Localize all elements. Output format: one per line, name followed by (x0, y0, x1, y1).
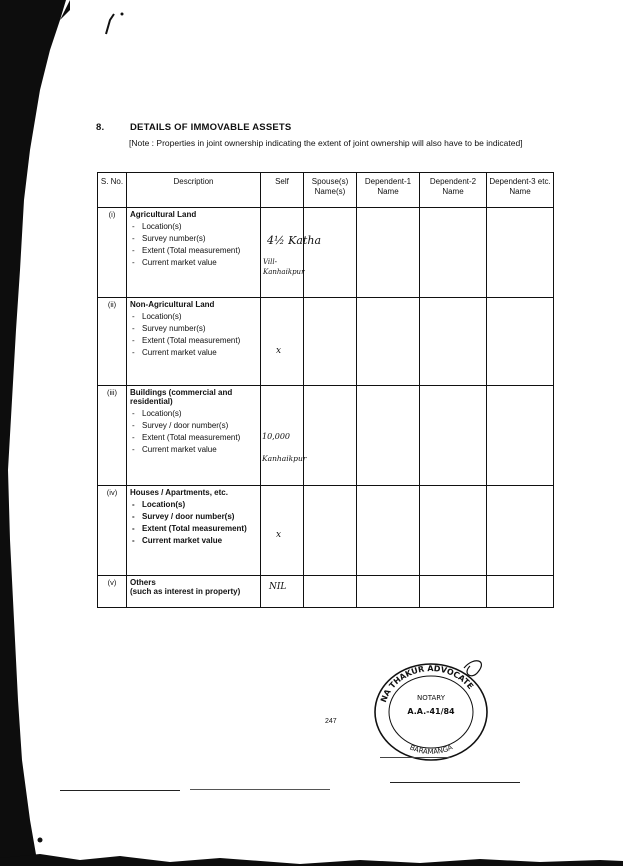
table-row (98, 208, 554, 298)
row-description (127, 386, 261, 486)
row-dependent-3-cell (487, 298, 554, 386)
handwritten-entry: 10,000 (262, 432, 290, 441)
row-dependent-2-cell (420, 486, 487, 576)
row-category: Houses / Apartments, etc. (130, 488, 228, 497)
row-category: Non-Agricultural Land (130, 300, 215, 309)
row-self-cell (261, 486, 304, 576)
scan-line (390, 782, 520, 783)
section-title: DETAILS OF IMMOVABLE ASSETS (130, 122, 292, 133)
list-item: - Survey / door number(s) (130, 512, 257, 521)
row-items (130, 222, 257, 267)
table-row (98, 386, 554, 486)
list-item: - Location(s) (130, 312, 257, 321)
row-self-cell (261, 208, 321, 298)
row-self-cell (261, 576, 304, 608)
list-item: - Location(s) (130, 500, 257, 509)
list-item: - Extent (Total measurement) (130, 433, 257, 442)
section-heading (96, 122, 291, 133)
notary-stamp (366, 654, 496, 764)
scan-mark-top (100, 8, 130, 38)
handwritten-entry: x (276, 530, 282, 540)
list-item: - Survey number(s) (130, 324, 257, 333)
row-spouse-cell (304, 386, 357, 486)
list-item: - Current market value (130, 536, 257, 545)
row-dependent-2-cell (420, 298, 487, 386)
row-spouse-cell (304, 486, 357, 576)
header-description: Description (127, 173, 261, 208)
scan-bottom-edge (0, 830, 623, 866)
section-note: [Note : Properties in joint ownership indicating the extent of joint ownership will also have to be indicated] (129, 138, 523, 148)
row-self-cell (261, 386, 307, 486)
row-sno: (iv) (98, 486, 127, 576)
row-dependent-3-cell (487, 576, 554, 608)
row-dependent-2-cell (420, 576, 487, 608)
row-description (127, 486, 261, 576)
list-item: - Location(s) (130, 409, 257, 418)
row-description (127, 298, 261, 386)
row-dependent-3-cell (487, 486, 554, 576)
row-dependent-2-cell (420, 386, 487, 486)
row-spouse-cell (304, 576, 357, 608)
header-dependent-1: Dependent-1 Name (357, 173, 420, 208)
handwritten-entry: NIL (269, 582, 287, 592)
row-items (130, 500, 257, 545)
stamp-middle-text: NOTARY (417, 694, 445, 702)
row-sno: (iii) (98, 386, 127, 486)
row-sno: (i) (98, 208, 127, 298)
row-dependent-1-cell (357, 576, 420, 608)
handwritten-entry: x (276, 346, 282, 356)
header-sno: S. No. (98, 173, 127, 208)
header-self: Self (261, 173, 304, 208)
row-description (127, 576, 261, 608)
row-dependent-3-cell (487, 386, 554, 486)
header-dependent-3: Dependent-3 etc. Name (487, 173, 554, 208)
row-subtext: (such as interest in property) (130, 587, 241, 596)
handwritten-entry: Kanhaikpur (263, 268, 305, 276)
list-item: - Current market value (130, 348, 257, 357)
list-item: - Current market value (130, 445, 257, 454)
list-item: - Extent (Total measurement) (130, 524, 257, 533)
row-category: Buildings (commercial and residential) (130, 388, 233, 406)
handwritten-entry: 4½ Katha (267, 234, 321, 247)
page-number: 247 (325, 718, 337, 725)
row-dependent-3-cell (487, 208, 554, 298)
header-spouse: Spouse(s) Name(s) (304, 173, 357, 208)
row-spouse-cell (304, 208, 357, 298)
scan-line (190, 789, 330, 790)
list-item: - Extent (Total measurement) (130, 246, 257, 255)
row-dependent-1-cell (357, 298, 420, 386)
row-description (127, 208, 261, 298)
row-category: Agricultural Land (130, 210, 197, 219)
list-item: - Survey / door number(s) (130, 421, 257, 430)
scan-line (380, 757, 450, 758)
row-sno: (v) (98, 576, 127, 608)
handwritten-entry: Vill- (263, 258, 278, 266)
stamp-top-text: NA THAKUR ADVOCATE (378, 664, 476, 704)
table-row (98, 486, 554, 576)
row-items (130, 409, 257, 454)
list-item: - Survey number(s) (130, 234, 257, 243)
scan-shadow (0, 0, 70, 866)
row-category: Others (130, 578, 156, 587)
row-sno: (ii) (98, 298, 127, 386)
section-number: 8. (96, 122, 105, 133)
stamp-bottom-text: BARAMANGA (408, 743, 454, 756)
row-dependent-2-cell (420, 208, 487, 298)
stamp-reg-text: A.A.-41/84 (407, 707, 455, 716)
header-dependent-2: Dependent-2 Name (420, 173, 487, 208)
list-item: - Location(s) (130, 222, 257, 231)
row-dependent-1-cell (357, 386, 420, 486)
scan-line (60, 790, 180, 791)
list-item: - Current market value (130, 258, 257, 267)
row-dependent-1-cell (357, 486, 420, 576)
row-self-cell (261, 298, 304, 386)
immovable-assets-table (97, 172, 554, 608)
handwritten-entry: Kanhaikpur (262, 454, 307, 463)
table-row (98, 576, 554, 608)
row-items (130, 312, 257, 357)
table-header-row (98, 173, 554, 208)
row-spouse-cell (304, 298, 357, 386)
list-item: - Extent (Total measurement) (130, 336, 257, 345)
row-dependent-1-cell (357, 208, 420, 298)
table-row (98, 298, 554, 386)
